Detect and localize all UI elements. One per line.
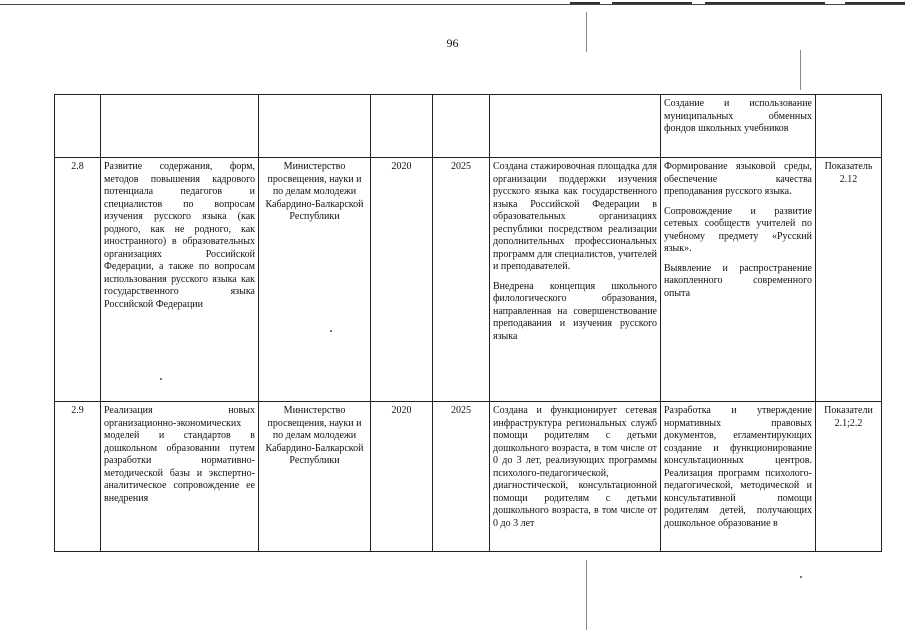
scan-edge-dash bbox=[705, 2, 825, 4]
scan-speck bbox=[330, 330, 332, 332]
cell-effect bbox=[661, 402, 816, 552]
table-row bbox=[55, 158, 882, 402]
cell-indicator: Показатель 2.12 bbox=[816, 158, 882, 402]
table-row bbox=[55, 402, 882, 552]
cell-year-start bbox=[371, 95, 433, 158]
cell-executor: Министерство просвещения, науки и по делам молодежи Кабардино-Балкарской Республики bbox=[259, 402, 371, 552]
scan-fold-mark bbox=[586, 560, 587, 630]
cell-effect bbox=[661, 95, 816, 158]
effect-paragraph: Разработка и утверждение нормативных правовых документов, егламентирующих создание и функционирование консультационных центров. Реализация программ психолого-педагогической, методической и консультативной помощи родителям детей, получающих дошкольное образование в bbox=[664, 405, 812, 529]
effect-paragraph: Выявление и распространение накопленного современного опыта bbox=[664, 262, 812, 299]
cell-number: 2.8 bbox=[55, 158, 101, 402]
cell-activity: Реализация новых организационно-экономических моделей и стандартов в дошкольном образовании путем разработки нормативно-методической базы и экспертно-аналитическое сопровождение ее внедрения bbox=[101, 402, 259, 552]
effect-paragraph: Сопровождение и развитие сетевых сообществ учителей по учебному предмету «Русский язык». bbox=[664, 205, 812, 254]
table-row bbox=[55, 95, 882, 158]
scan-edge-dash bbox=[612, 2, 692, 4]
cell-executor: Министерство просвещения, науки и по делам молодежи Кабардино-Балкарской Республики bbox=[259, 158, 371, 402]
cell-number bbox=[55, 95, 101, 158]
cell-activity bbox=[101, 95, 259, 158]
scan-speck bbox=[800, 576, 802, 578]
cell-year-start: 2020 bbox=[371, 402, 433, 552]
measures-table bbox=[54, 94, 882, 552]
scan-fold-mark bbox=[800, 50, 801, 90]
scan-edge-dash bbox=[570, 2, 600, 4]
cell-year-end bbox=[433, 95, 490, 158]
result-paragraph: Внедрена концепция школьного филологического образования, направленная на совершенствование преподавания и изучения русского языка bbox=[493, 280, 657, 342]
table-body bbox=[55, 95, 882, 552]
effect-paragraph: Создание и использование муниципальных обменных фондов школьных учебников bbox=[664, 98, 812, 134]
result-paragraph: Создана стажировочная площадка для организации поддержки изучения русского языка как государственного языка Российской Федерации в образовательных организациях республики посредством реализации дополнительных профессиональных программ для специалистов, учителей и преподавателей. bbox=[493, 161, 657, 272]
cell-activity: Развитие содержания, форм, методов повышения кадрового потенциала педагогов и специалистов по вопросам изучения русского языка (как родного, как не родного, как иностранного) в образовательных организациях Российской Федерации, а также по вопросам использования русского языка как государственного языка Российской Федерации bbox=[101, 158, 259, 402]
cell-executor bbox=[259, 95, 371, 158]
result-paragraph: Создана и функционирует сетевая инфраструктура региональных служб помощи родителям с детьми дошкольного возраста, в том числе от 0 до 3 лет, реализующих программы психолого-педагогической, диагностической, консультационной помощи родителям с детьми дошкольного возраста, в том числе от 0 до 3 лет bbox=[493, 405, 657, 529]
cell-indicator: Показатели 2.1;2.2 bbox=[816, 402, 882, 552]
cell-indicator bbox=[816, 95, 882, 158]
scan-edge-line bbox=[0, 4, 905, 5]
page-number: 96 bbox=[446, 36, 459, 50]
cell-result bbox=[490, 95, 661, 158]
cell-result bbox=[490, 402, 661, 552]
scan-fold-mark bbox=[586, 12, 587, 52]
cell-effect bbox=[661, 158, 816, 402]
cell-number: 2.9 bbox=[55, 402, 101, 552]
cell-year-end: 2025 bbox=[433, 402, 490, 552]
scan-edge-dash bbox=[845, 2, 905, 4]
cell-year-end: 2025 bbox=[433, 158, 490, 402]
effect-paragraph: Формирование языковой среды, обеспечение качества преподавания русского языка. bbox=[664, 161, 812, 197]
scan-speck bbox=[160, 378, 162, 380]
cell-year-start: 2020 bbox=[371, 158, 433, 402]
cell-result bbox=[490, 158, 661, 402]
